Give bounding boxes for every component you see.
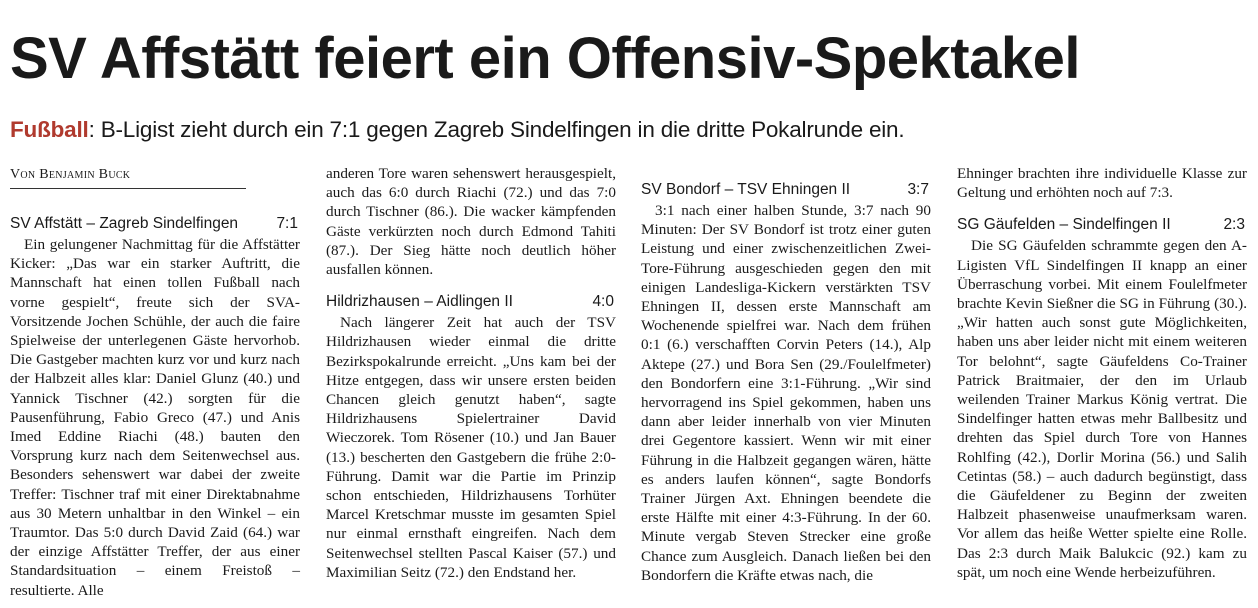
column-1 [10, 214, 300, 600]
column-2 [326, 164, 616, 582]
section-score: 2:3 [1223, 216, 1245, 234]
headline: SV Affstätt feiert ein Offensiv-Spektakel [10, 26, 1080, 91]
section-teams: SV Bondorf – TSV Ehningen II [641, 181, 851, 198]
section-teams: Hildrizhausen – Aidlingen II [326, 293, 513, 311]
section-body: 3:1 nach einer halben Stunde, 3:7 nach 90 Minuten: Der SV Bondorf ist trotz einer guten Leistung und einer zwischenzeitlichen Zwei-Tore-Führung ausgeschieden gegen den mit einigen Landesliga-Kickern verstärkten TSV Ehningen II, dessen erste Mannschaft am Wochenende spielfrei war. Nach dem frühen 0:1 (6.) verschafften Corvin Peters (14.), Alp Aktepe (27.) und Bora Sen (29./Foulelfmeter) den Bondorfern eine 3:1-Führung. „Wir sind hervorragend ins Spiel gekommen, haben uns dann aber leider innerhalb von vier Minuten drei Gegentore kassiert. Wenn wir mit einer Führung in die Halbzeit gegangen wären, hätte es anders laufen können“, sagte Bondorfs Trainer Jürgen Axt. Ehningen beendete die erste Hälfte mit einer 4:3-Führung. In der 60. Minute vergab Steven Strecker eine große Chance zum Ausgleich. Danach ließen bei den Bondorfern die Kräfte etwas nach, die [641, 202, 931, 584]
section-heading-bondorf [641, 180, 931, 200]
subhead-text: : B-Ligist zieht durch ein 7:1 gegen Zagreb Sindelfingen in die dritte Pokalrunde ein. [88, 117, 905, 142]
column-3 [641, 180, 931, 585]
byline: Von Benjamin Buck [10, 166, 246, 189]
section-body: Die SG Gäufelden schrammte gegen den A-Ligisten VfL Sindelfingen II knapp an einer Überraschung vorbei. Mit einem Foulelfmeter brachte Kevin Sießner die SG in Führung (30.). „Wir hatten auch sonst gute Möglichkeiten, haben uns aber leider nicht mit einem weiteren Tor belohnt“, sagte Gäufeldens Co-Trainer Patrick Braitmaier, der den im Urlaub weilenden Trainer Markus König vertrat. Die Sindelfinger hatten etwas mehr Ballbesitz und drehten das Spiel durch Tore von Hannes Rohlfing (42.), Dorlir Morina (56.) und Salih Cetintas (58.) – auch dadurch begünstigt, dass die Gäufeldener zu Beginn der zweiten Halbzeit phasenweise unaufmerksam waren. Vor allem das heiße Wetter spielte eine Rolle. Das 2:3 durch Maik Balukcic (92.) kam zu spät, um noch eine Wende herbeizuführen. [957, 237, 1247, 581]
section-heading-affstaett [10, 214, 300, 234]
section-body-continuation: anderen Tore waren sehenswert herausgespielt, auch das 6:0 durch Riachi (72.) und das 7:0 durch Tischner (86.). Die wacker kämpfenden Gäste verkürzten noch durch Edmond Tahiti (87.). Der Sieg hätte noch deutlich höher ausfallen können. [326, 165, 616, 279]
section-body: Nach längerer Zeit hat auch der TSV Hildrizhausen wieder einmal die dritte Bezirkspokalrunde erreicht. „Uns kam bei der Hitze entgegen, dass wir unsere ersten beiden Chancen gleich genutzt haben“, sagte Hildrizhausens Spielertrainer David Wieczorek. Tom Rösener (10.) und Jan Bauer (13.) bescherten den Gastgebern die frühe 2:0-Führung. Damit war die Partie im Prinzip schon entschieden, Hildrizhausens Torhüter Marcel Kretschmar musste im gesamten Spiel nur einmal ernsthaft eingreifen. Nach dem Seitenwechsel stellten Pascal Kaiser (57.) und Maximilian Seitz (72.) den Endstand her. [326, 314, 616, 581]
column-4 [957, 164, 1247, 582]
section-score: 7:1 [276, 215, 298, 232]
section-teams: SV Affstätt – Zagreb Sindelfingen [10, 215, 239, 232]
section-score: 3:7 [907, 181, 929, 198]
section-heading-gaeufelden [957, 215, 1247, 235]
section-body-continuation: Ehninger brachten ihre individuelle Klasse zur Geltung und erhöhten noch auf 7:3. [957, 165, 1247, 202]
subhead-kicker: Fußball [10, 117, 89, 142]
section-body: Ein gelungener Nachmittag für die Affstätter Kicker: „Das war ein starker Auftritt, die Mannschaft hat einen tollen Fußball nach vorne gespielt“, freute sich der SVA-Vorsitzende Jochen Schühle, der auch die faire Spielweise der unterlegenen Gäste hervorhob. Die Gastgeber machten kurz vor und kurz nach der Halbzeit alles klar: Daniel Glunz (40.) und Yannick Tischner (42.) sorgten für die Pausenführung, Fabio Greco (47.) und Anis Imed Eddine Riachi (48.) bauten den Vorsprung kurz nach dem Seitenwechsel aus. Besonders sehenswert war dabei der zweite Treffer: Tischner traf mit einer Direktabnahme aus 30 Metern unhaltbar in den Winkel – ein Traumtor. Das 5:0 durch David Zaid (64.) war der einzige Affstätter Treffer, der aus einer Standardsituation – einem Freistoß – resultierte. Alle [10, 236, 300, 599]
section-heading-hildrizhausen [326, 292, 616, 312]
section-score: 4:0 [592, 293, 614, 311]
subhead [10, 113, 904, 147]
section-teams: SG Gäufelden – Sindelfingen II [957, 216, 1171, 234]
